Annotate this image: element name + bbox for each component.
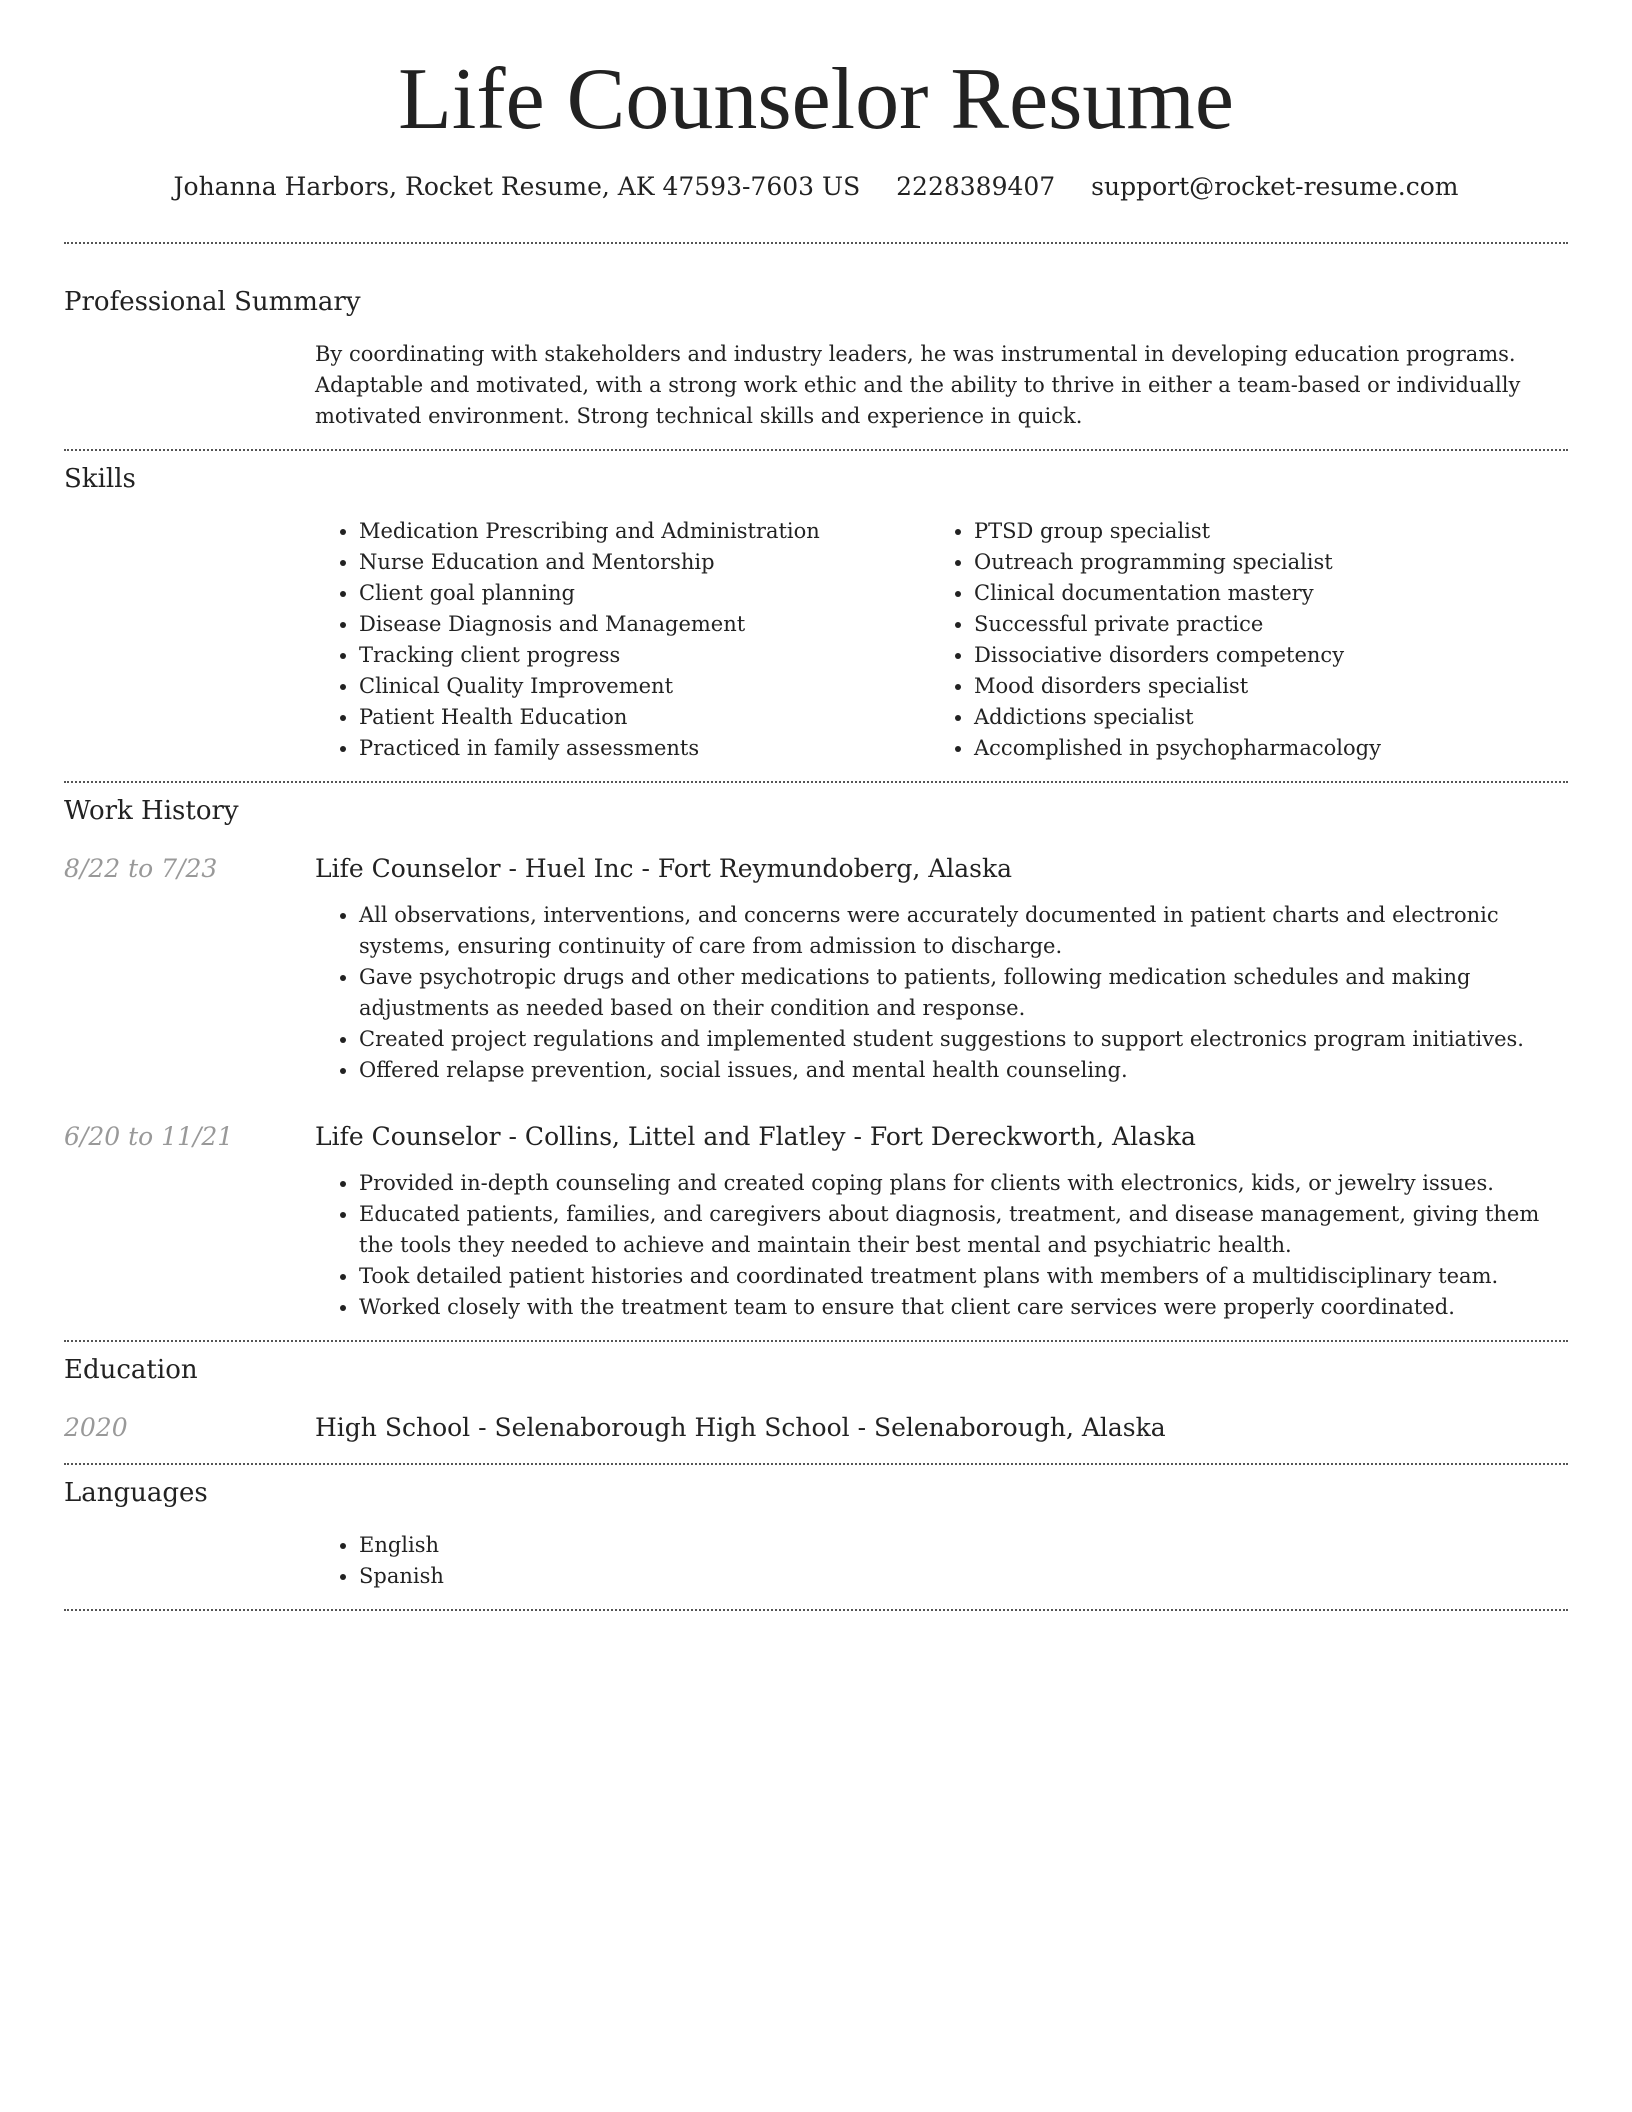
job-entry bbox=[64, 1120, 1568, 1323]
divider bbox=[64, 242, 1568, 244]
job-heading: Life Counselor - Collins, Littel and Flatley - Fort Dereckworth, Alaska bbox=[315, 1122, 1196, 1151]
section-title-education: Education bbox=[64, 1355, 198, 1385]
section-title-languages: Languages bbox=[64, 1478, 208, 1508]
job-header bbox=[64, 1120, 1568, 1154]
section-title-work: Work History bbox=[64, 796, 239, 826]
job-bullet: • Created project regulations and implemented student suggestions to support electronics program initiatives. bbox=[359, 1024, 1568, 1055]
skills-list-left bbox=[315, 516, 930, 764]
job-bullet: • Provided in-depth counseling and created coping plans for clients with electronics, kids, or jewelry issues. bbox=[359, 1168, 1568, 1199]
skill-item: • Dissociative disorders competency bbox=[974, 640, 1545, 671]
contact-line bbox=[64, 170, 1568, 204]
skill-item: • PTSD group specialist bbox=[974, 516, 1545, 547]
skill-item: • Practiced in family assessments bbox=[359, 733, 930, 764]
skill-item: • Successful private practice bbox=[974, 609, 1545, 640]
job-bullet: • Worked closely with the treatment team to ensure that client care services were properly coordinated. bbox=[359, 1292, 1568, 1323]
languages-list-wrap bbox=[315, 1530, 1568, 1592]
contact-phone: 2228389407 bbox=[896, 172, 1056, 201]
skill-item: • Addictions specialist bbox=[974, 702, 1545, 733]
skill-item: • Patient Health Education bbox=[359, 702, 930, 733]
skill-item: • Outreach programming specialist bbox=[974, 547, 1545, 578]
skills-column-left bbox=[315, 516, 930, 764]
contact-email: support@rocket-resume.com bbox=[1091, 172, 1459, 201]
summary-section bbox=[64, 285, 1568, 432]
skill-item: • Tracking client progress bbox=[359, 640, 930, 671]
contact-address: Johanna Harbors, Rocket Resume, AK 47593-7603 US bbox=[173, 172, 861, 201]
skill-item: • Disease Diagnosis and Management bbox=[359, 609, 930, 640]
divider bbox=[64, 1463, 1568, 1465]
education-heading: High School - Selenaborough High School - Selenaborough, Alaska bbox=[315, 1413, 1166, 1442]
skill-item: • Nurse Education and Mentorship bbox=[359, 547, 930, 578]
job-dates: 8/22 to 7/23 bbox=[64, 854, 218, 883]
skill-item: • Clinical Quality Improvement bbox=[359, 671, 930, 702]
divider bbox=[64, 1609, 1568, 1611]
skill-item: • Mood disorders specialist bbox=[974, 671, 1545, 702]
skill-item: • Accomplished in psychopharmacology bbox=[974, 733, 1545, 764]
job-dates: 6/20 to 11/21 bbox=[64, 1122, 234, 1151]
job-bullet: • All observations, interventions, and concerns were accurately documented in patient charts and electronic systems, ensuring continuity of care from admission to discharge. bbox=[359, 900, 1568, 962]
language-item: • Spanish bbox=[359, 1561, 1568, 1592]
education-section bbox=[64, 1353, 1568, 1445]
skill-item: • Medication Prescribing and Administration bbox=[359, 516, 930, 547]
divider bbox=[64, 449, 1568, 451]
job-entry bbox=[64, 852, 1568, 1086]
job-bullets bbox=[315, 900, 1568, 1086]
section-title-skills: Skills bbox=[64, 464, 136, 494]
education-entry bbox=[64, 1411, 1568, 1445]
job-bullet-list bbox=[315, 1168, 1568, 1323]
languages-list bbox=[315, 1530, 1568, 1592]
skills-list-right bbox=[930, 516, 1545, 764]
divider bbox=[64, 1340, 1568, 1342]
languages-section bbox=[64, 1476, 1568, 1592]
summary-text: By coordinating with stakeholders and industry leaders, he was instrumental in developing education programs. Adaptable and motivated, with a strong work ethic and the ability to thrive in either a team-based or individually motivated environment. Strong technical skills and experience in quick. bbox=[315, 342, 1521, 428]
language-item: • English bbox=[359, 1530, 1568, 1561]
job-bullet: • Took detailed patient histories and coordinated treatment plans with members of a multidisciplinary team. bbox=[359, 1261, 1568, 1292]
job-heading: Life Counselor - Huel Inc - Fort Reymundoberg, Alaska bbox=[315, 854, 1013, 883]
job-bullet-list bbox=[315, 900, 1568, 1086]
page-title: Life Counselor Resume bbox=[398, 51, 1234, 148]
divider bbox=[64, 781, 1568, 783]
section-title-summary: Professional Summary bbox=[64, 287, 361, 317]
resume-page bbox=[64, 0, 1568, 1611]
skill-item: • Client goal planning bbox=[359, 578, 930, 609]
skills-section bbox=[64, 462, 1568, 764]
job-bullet: • Gave psychotropic drugs and other medications to patients, following medication schedules and making adjustments as needed based on their condition and response. bbox=[359, 962, 1568, 1024]
job-bullet: • Educated patients, families, and caregivers about diagnosis, treatment, and disease management, giving them the tools they needed to achieve and maintain their best mental and psychiatric health. bbox=[359, 1199, 1568, 1261]
job-header bbox=[64, 852, 1568, 886]
work-section bbox=[64, 794, 1568, 1323]
job-bullet: • Offered relapse prevention, social issues, and mental health counseling. bbox=[359, 1055, 1568, 1086]
skill-item: • Clinical documentation mastery bbox=[974, 578, 1545, 609]
job-bullets bbox=[315, 1168, 1568, 1323]
skills-column-right bbox=[930, 516, 1545, 764]
skills-columns bbox=[315, 516, 1568, 764]
education-date: 2020 bbox=[64, 1413, 128, 1442]
